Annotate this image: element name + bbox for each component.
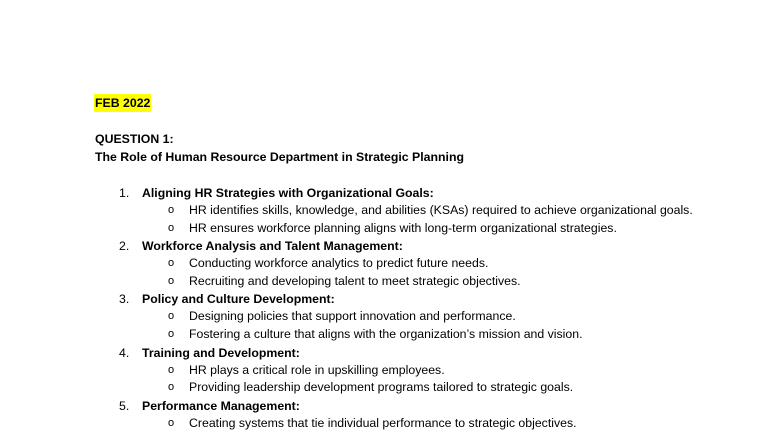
- hollow-bullet-icon: o: [168, 310, 175, 323]
- hollow-bullet-icon: o: [168, 221, 175, 234]
- hollow-bullet-icon: o: [168, 257, 175, 270]
- sub-point: [0, 273, 784, 291]
- sub-point: [0, 255, 784, 273]
- sub-point: [0, 326, 784, 344]
- item-number: 4.: [119, 345, 130, 360]
- sub-point-text: Providing leadership development programs tailored to strategic goals.: [189, 380, 574, 395]
- hollow-bullet-icon: o: [168, 416, 175, 429]
- sub-point-text: Conducting workforce analytics to predict future needs.: [189, 256, 489, 271]
- list-item: [0, 290, 784, 343]
- item-number: 2.: [119, 239, 130, 254]
- item-heading: Performance Management:: [142, 398, 300, 413]
- sub-point-text: Creating systems that tie individual performance to strategic objectives.: [189, 415, 577, 430]
- list-item-header: [0, 184, 784, 202]
- date-highlight: FEB 2022: [95, 96, 151, 110]
- hollow-bullet-icon: o: [168, 327, 175, 340]
- item-number: 1.: [119, 186, 130, 200]
- list-item: [0, 397, 784, 433]
- list-item-header: [0, 397, 784, 415]
- sub-point-text: HR identifies skills, knowledge, and abilities (KSAs) required to achieve organizational goals.: [189, 203, 693, 217]
- sub-point: [0, 220, 784, 238]
- numbered-list: [0, 184, 784, 432]
- sub-point: [0, 415, 784, 433]
- sub-point-text: Fostering a culture that aligns with the organization’s mission and vision.: [189, 326, 583, 341]
- sub-point-text: HR ensures workforce planning aligns with long-term organizational strategies.: [189, 220, 617, 235]
- sub-point: [0, 362, 784, 380]
- hollow-bullet-icon: o: [168, 274, 175, 287]
- sub-point-text: Designing policies that support innovation and performance.: [189, 309, 516, 324]
- sub-point-text: HR plays a critical role in upskilling employees.: [189, 362, 445, 377]
- list-item: [0, 184, 784, 237]
- sub-point: [0, 202, 784, 220]
- hollow-bullet-icon: o: [168, 381, 175, 394]
- question-label: QUESTION 1:: [95, 132, 174, 146]
- hollow-bullet-icon: o: [168, 363, 175, 376]
- list-item-header: [0, 237, 784, 255]
- list-item-header: [0, 290, 784, 308]
- sub-point-text: Recruiting and developing talent to meet strategic objectives.: [189, 273, 521, 288]
- item-number: 5.: [119, 398, 130, 413]
- list-item-header: [0, 344, 784, 362]
- sub-point: [0, 379, 784, 397]
- item-number: 3.: [119, 292, 130, 307]
- item-heading: Policy and Culture Development:: [142, 292, 335, 307]
- question-title: The Role of Human Resource Department in Strategic Planning: [95, 150, 464, 164]
- list-item: [0, 344, 784, 397]
- item-heading: Training and Development:: [142, 345, 300, 360]
- list-item: [0, 237, 784, 290]
- item-heading: Aligning HR Strategies with Organizational Goals:: [142, 186, 434, 200]
- sub-point: [0, 308, 784, 326]
- hollow-bullet-icon: o: [168, 204, 175, 216]
- item-heading: Workforce Analysis and Talent Management:: [142, 239, 403, 254]
